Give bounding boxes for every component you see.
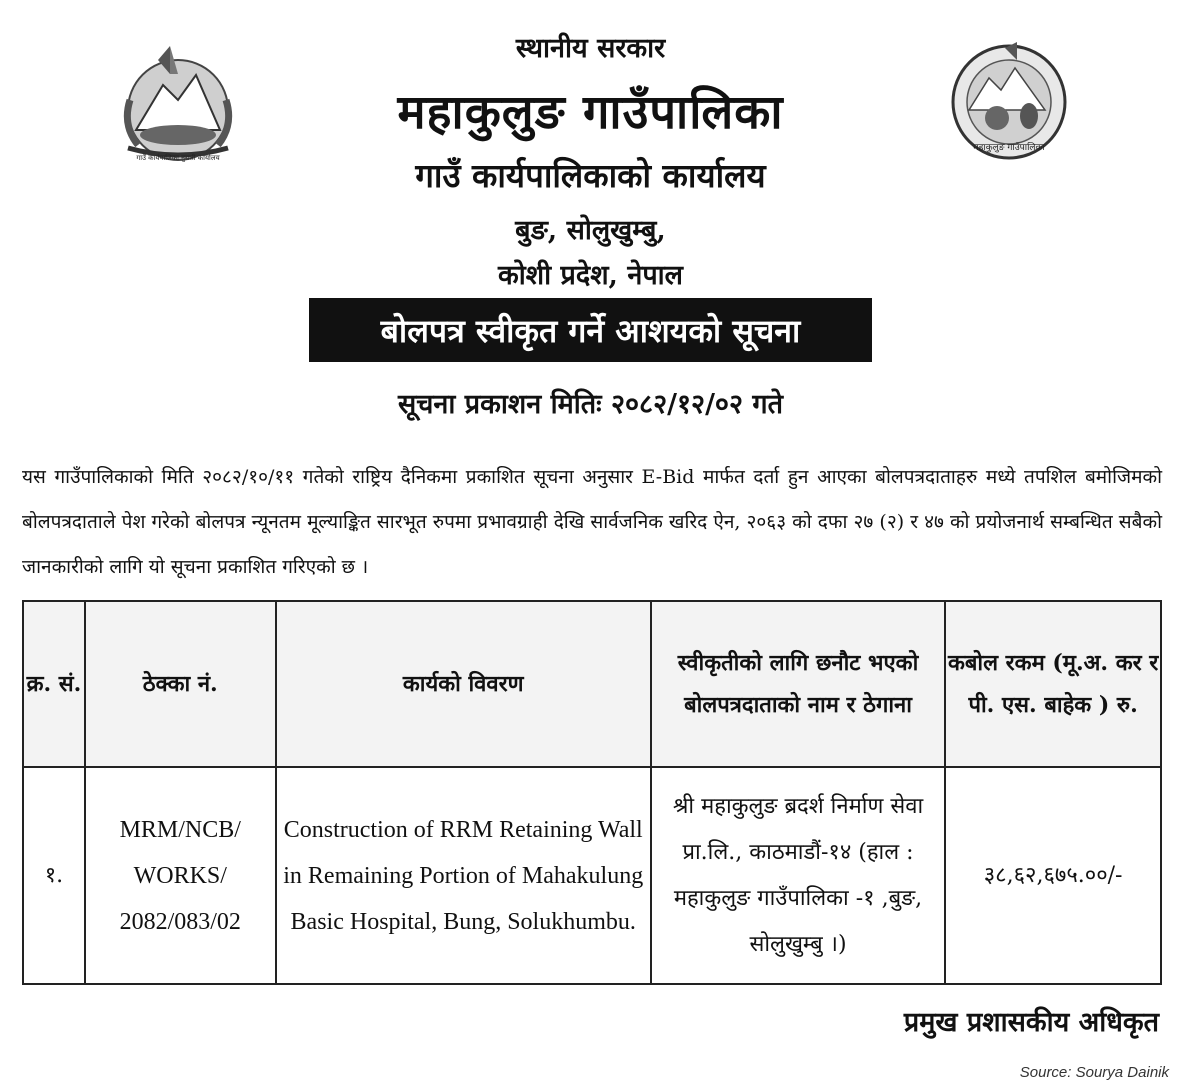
header-contract-number: ठेक्का नं. <box>85 601 276 767</box>
notice-body-text: यस गाउँपालिकाको मिति २०८२/१०/११ गतेको राष्ट्रिय दैनिकमा प्रकाशित सूचना अनुसार E-Bid मार्फत दर्ता हुन आएका बोलपत्रदाताहरु मध्ये तपशिल बमोजिमको बोलपत्रदाताले पेश गरेको बोलपत्र न्यूनतम मूल्याङ्कित सारभूत रुपमा प्रभावग्राही देखि सार्वजनिक खरिद ऐन, २०६३ को दफा २७ (२) र ४७ को प्रयोजनार्थ सम्बन्धित सबैको जानकारीको लागि यो सूचना प्रकाशित गरिएको छ । <box>22 466 1162 578</box>
source-credit: Source: Sourya Dainik <box>1019 1064 1169 1081</box>
municipality-name: महाकुलुङ गाउँपालिका <box>397 85 784 140</box>
bid-acceptance-table <box>22 600 1162 985</box>
cell-bidder-name: श्री महाकुलुङ ब्रदर्श निर्माण सेवा प्रा.लि., काठमाडौं-१४ (हाल : महाकुलुङ गाउँपालिका -१ ,बुङ, सोलुखुम्बु ।) <box>651 767 945 984</box>
address-line-1: बुङ, सोलुखुम्बु, <box>515 215 666 246</box>
right-emblem-text: महाकुलुङ गाउँपालिका <box>973 143 1045 153</box>
publication-date: सूचना प्रकाशन मितिः २०८२/१२/०२ गते <box>397 389 784 420</box>
table-row <box>23 767 1161 984</box>
left-emblem-text: गाउँ कार्यपालिका नुराती कार्यालय <box>136 154 220 162</box>
local-government-heading: स्थानीय सरकार <box>515 33 666 64</box>
cell-contract-number: MRM/NCB/ WORKS/ 2082/083/02 <box>85 767 276 984</box>
signatory-title: प्रमुख प्रशासकीय अधिकृत <box>903 1007 1159 1038</box>
address-line-2: कोशी प्रदेश, नेपाल <box>498 260 683 291</box>
header-work-description: कार्यको विवरण <box>276 601 651 767</box>
cell-work-description: Construction of RRM Retaining Wall in Remaining Portion of Mahakulung Basic Hospital, Bung, Solukhumbu. <box>276 767 651 984</box>
office-name: गाउँ कार्यपालिकाको कार्यालय <box>415 156 766 195</box>
table-header-row <box>23 601 1161 767</box>
notice-title-banner: बोलपत्र स्वीकृत गर्ने आशयको सूचना <box>309 298 872 362</box>
header-serial-number: क्र. सं. <box>23 601 85 767</box>
header-bidder-name: स्वीकृतीको लागि छनौट भएको बोलपत्रदाताको नाम र ठेगाना <box>651 601 945 767</box>
cell-serial-number: १. <box>23 767 85 984</box>
header-bid-amount: कबोल रकम (मू.अ. कर र पी. एस. बाहेक ) रु. <box>945 601 1161 767</box>
cell-bid-amount: ३८,६२,६७५.००/- <box>945 767 1161 984</box>
